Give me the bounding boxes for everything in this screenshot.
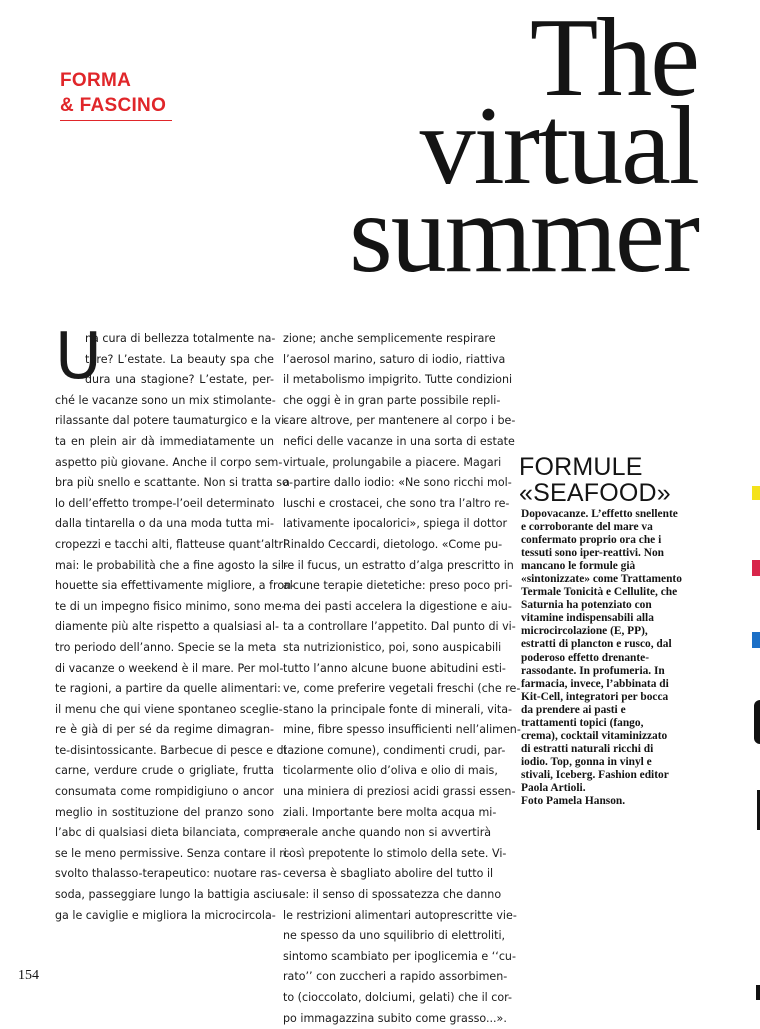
sidebar-line: Termale Tonicità e Cellulite, che [521,586,678,599]
sidebar-title-line-2: «SEAFOOD» [519,479,671,507]
rubric-line-1: FORMA [60,70,132,91]
sidebar-line: iodio. Top, gonna in vinyl e [521,755,652,768]
article-line: nerale anche quando non si avvertirà [283,826,492,840]
article-line: te ragioni, a partire da quelle alimentari: [55,682,281,696]
article-line: lativamente ipocalorici», spiega il dottor [283,517,508,531]
article-line: ché le vacanze sono un mix stimolante- [55,393,276,407]
article-line: aspetto più giovane. Anche il corpo sem- [55,455,283,469]
article-line: dura una stagione? L’estate, per- [85,373,274,387]
article-line: ture? L’estate. La beauty spa che [85,352,274,366]
article-line: luschi e crostacei, che sono tra l’altro re- [283,496,510,510]
article-line: houette sia effettivamente migliore, a fron- [55,579,296,593]
sidebar-line: di estratti naturali ricchi di [521,742,654,755]
article-line: te di un impegno fisico minimo, sono me- [55,599,286,613]
rubric-line-2: & FASCINO [60,95,167,116]
article-line: se le meno permissive. Senza contare il ri- [55,846,291,860]
sidebar-line: tessuti sono iper-reattivi. Non [521,547,665,560]
article-line: sintomo scambiato per ipoglicemia e ‘‘cu- [283,949,516,963]
article-column-1 [55,320,296,926]
article-line: mai: le probabilità che a fine agosto la sil- [55,558,288,572]
sidebar-line: crema), cocktail vitaminizzato [521,729,668,742]
article-line: rato’’ con zuccheri a rapido assorbimen- [283,970,508,984]
article-line: na cura di bellezza totalmente na- [85,332,276,345]
article-line: mine, fibre spesso insufficienti nell’alimen- [283,723,521,737]
sidebar-line: Saturnia ha potenziato con [521,599,652,612]
sidebar-line: microcircolazione (E, PP), [521,625,648,638]
article-line: il menu che qui viene spontaneo sceglie- [55,702,283,716]
sidebar-line: Foto Pamela Hanson. [521,795,626,808]
article-line: stano la principale fonte di minerali, vita- [283,702,513,716]
article-line: svolto thalasso-terapeutico: nuotare ras- [55,867,282,881]
article-line: zione; anche semplicemente respirare [283,332,496,345]
article-line: bra più snello e scattante. Non si tratta so- [55,476,294,490]
sidebar-line: Paola Artioli. [521,781,586,794]
article-line: ne spesso da uno squilibrio di elettroliti, [283,929,506,943]
article-line: po immagazzina subito come grasso...». [283,1011,507,1025]
article-line: sale: il senso di spossatezza che danno [283,888,502,902]
color-bar-yellow [752,486,760,500]
sidebar-line: mancano le formule già [521,560,636,573]
article-line: soda, passeggiare lungo la battigia asciu- [55,888,287,902]
article-line: te-disintossicante. Barbecue di pesce e di [55,743,287,757]
sidebar-body [521,508,721,808]
sidebar-line: Dopovacanze. L’effetto snellente [521,508,678,520]
edge-mark-black [754,700,760,744]
sidebar-line: vitamine indispensabili alla [521,612,654,625]
sidebar-line: e corroborante del mare va [521,521,653,534]
sidebar-line: stivali, Iceberg. Fashion editor [521,768,669,781]
color-bar-red [752,560,760,576]
headline [349,0,698,296]
rubric-underline [60,120,172,121]
article-line: to (cioccolato, dolciumi, gelati) che il cor- [283,991,513,1004]
article-column-2 [283,329,521,1029]
article-line: ma dei pasti accelera la digestione e aiu- [283,599,512,613]
color-bar-blue [752,632,760,648]
article-line: così prepotente lo stimolo della sete. Vi- [283,846,507,860]
sidebar-line: farmacia, invece, l’abbinata di [521,677,669,690]
article-line: ta a controllare l’appetito. Dal punto di vi- [283,620,516,634]
article-line: alcune terapie dietetiche: preso poco pri- [283,579,513,593]
article-line: il metabolismo impigrito. Tutte condizioni [283,373,513,387]
article-line: ceversa è sbagliato abolire del tutto il [283,867,494,881]
sidebar-line: «sintonizzate» come Trattamento [521,573,682,586]
sidebar-line: confermato proprio ora che i [521,534,662,547]
article-line: carne, verdure crude o grigliate, frutta [55,764,274,778]
article-line: l’abc di qualsiasi dieta bilanciata, compre- [55,826,290,840]
article-line: sta nutrizionistico, poi, sono auspicabili [283,640,502,654]
sidebar-line: rassodante. In profumeria. In [521,664,665,677]
article-line: consumata come rompidigiuno o ancor [55,785,274,799]
article-line: a partire dallo iodio: «Ne sono ricchi mol- [283,476,512,490]
page-number: 154 [18,968,39,983]
article-line: ta en plein air dà immediatamente un [55,434,274,448]
section-rubric [60,68,176,118]
article-line: cropezzi e tacchi alti, flatteuse quant’altri [55,537,287,551]
drop-cap: U [55,320,102,394]
article-line: meglio in sostituzione del pranzo sono [55,805,274,819]
article-line: l’aerosol marino, saturo di iodio, riattiva [283,352,506,366]
article-line: ga le caviglie e migliora la microcircola- [55,908,276,922]
article-line: Rinaldo Ceccardi, dietologo. «Come pu- [283,537,503,551]
article-line: tazione comune), condimenti crudi, par- [283,743,506,757]
article-line: nefici delle vacanze in una sorta di estate [283,434,515,448]
sidebar-title-line-1: FORMULE [519,453,643,481]
headline-line-3: summer [349,172,698,296]
article-line: le restrizioni alimentari autoprescritte vie- [283,908,517,922]
article-line: ticolarmente olio d’oliva e olio di mais, [283,764,498,778]
article-line: che oggi è in gran parte possibile repli- [283,393,501,407]
article-line: una miniera di preziosi acidi grassi essen- [283,785,516,799]
article-line: tro periodo dell’anno. Specie se la meta [55,640,277,654]
sidebar-line: poderoso effetto drenante- [521,651,650,664]
sidebar-line: estratti di plancton e rusco, dal [521,638,672,651]
article-line: lo dell’effetto trompe-l’oeil determinato [55,496,275,510]
article-line: re è già di per sé da regime dimagran- [55,723,274,737]
sidebar-title [519,454,719,506]
sidebar-line: da prendere ai pasti e [521,703,626,716]
article-line: re il fucus, un estratto d’alga prescritto in [283,558,514,572]
article-line: ve, come preferire vegetali freschi (che re- [283,682,521,696]
article-line: dalla tintarella o da una moda tutta mi- [55,517,274,531]
sidebar-line: Kit-Cell, integratori per bocca [521,690,669,703]
edge-mark-black [756,985,760,1000]
article-line: virtuale, prolungabile a piacere. Magari [283,455,502,469]
article-line: ziali. Importante bere molta acqua mi- [283,805,497,819]
article-line: diamente più alte rispetto a qualsiasi al- [55,620,280,634]
article-line: tutto l’anno alcune buone abitudini esti- [283,661,506,675]
sidebar-line: trattamenti topici (fango, [521,716,644,729]
article-line: rilassante dal potere taumaturgico e la vi- [55,414,289,428]
headline-line-1: The [529,0,698,120]
article-line: care altrove, per mantenere al corpo i be- [283,414,516,428]
headline-line-2: virtual [419,84,698,208]
article-line: di vacanze o weekend è il mare. Per mol- [55,661,284,675]
